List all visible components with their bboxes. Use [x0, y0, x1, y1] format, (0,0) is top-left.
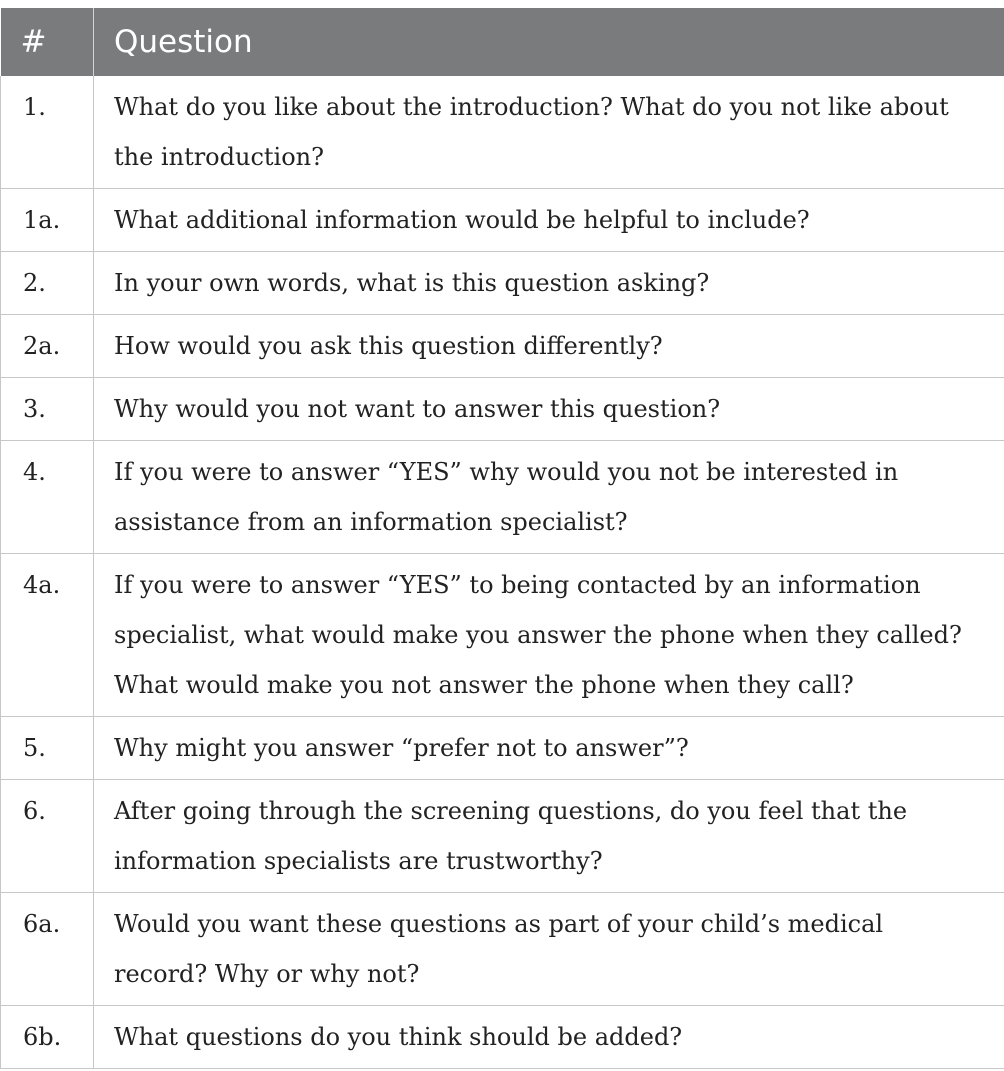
row-question: In your own words, what is this question asking?: [94, 252, 1004, 315]
row-question: If you were to answer “YES” to being contacted by an information specialist, what would make you answer the phone when they called? What would make you not answer the phone when they call?: [94, 554, 1004, 717]
table-row: [1, 378, 1004, 441]
questions-table: [0, 8, 1004, 1069]
row-number: 5.: [1, 717, 94, 780]
row-number: 3.: [1, 378, 94, 441]
row-question: Would you want these questions as part of your child’s medical record? Why or why not?: [94, 893, 1004, 1006]
row-number: 4a.: [1, 554, 94, 717]
row-question: What do you like about the introduction? What do you not like about the introduction?: [94, 76, 1004, 189]
row-number: 1a.: [1, 189, 94, 252]
header-number: #: [1, 8, 94, 76]
row-question: Why might you answer “prefer not to answer”?: [94, 717, 1004, 780]
table-row: [1, 1006, 1004, 1069]
row-number: 2a.: [1, 315, 94, 378]
table-row: [1, 189, 1004, 252]
table-row: [1, 252, 1004, 315]
table-row: [1, 893, 1004, 1006]
row-number: 2.: [1, 252, 94, 315]
table-header: [1, 8, 1004, 76]
table-row: [1, 717, 1004, 780]
row-number: 6.: [1, 780, 94, 893]
header-row: [1, 8, 1004, 76]
row-number: 6b.: [1, 1006, 94, 1069]
row-question: Why would you not want to answer this question?: [94, 378, 1004, 441]
table-body: [1, 76, 1004, 1069]
table-row: [1, 315, 1004, 378]
row-number: 1.: [1, 76, 94, 189]
row-question: What questions do you think should be added?: [94, 1006, 1004, 1069]
row-question: If you were to answer “YES” why would you not be interested in assistance from an information specialist?: [94, 441, 1004, 554]
table-row: [1, 554, 1004, 717]
row-question: After going through the screening questions, do you feel that the information specialists are trustworthy?: [94, 780, 1004, 893]
table-row: [1, 441, 1004, 554]
row-question: What additional information would be helpful to include?: [94, 189, 1004, 252]
header-question: Question: [94, 8, 1004, 76]
row-question: How would you ask this question differently?: [94, 315, 1004, 378]
row-number: 6a.: [1, 893, 94, 1006]
table-row: [1, 780, 1004, 893]
row-number: 4.: [1, 441, 94, 554]
table-row: [1, 76, 1004, 189]
